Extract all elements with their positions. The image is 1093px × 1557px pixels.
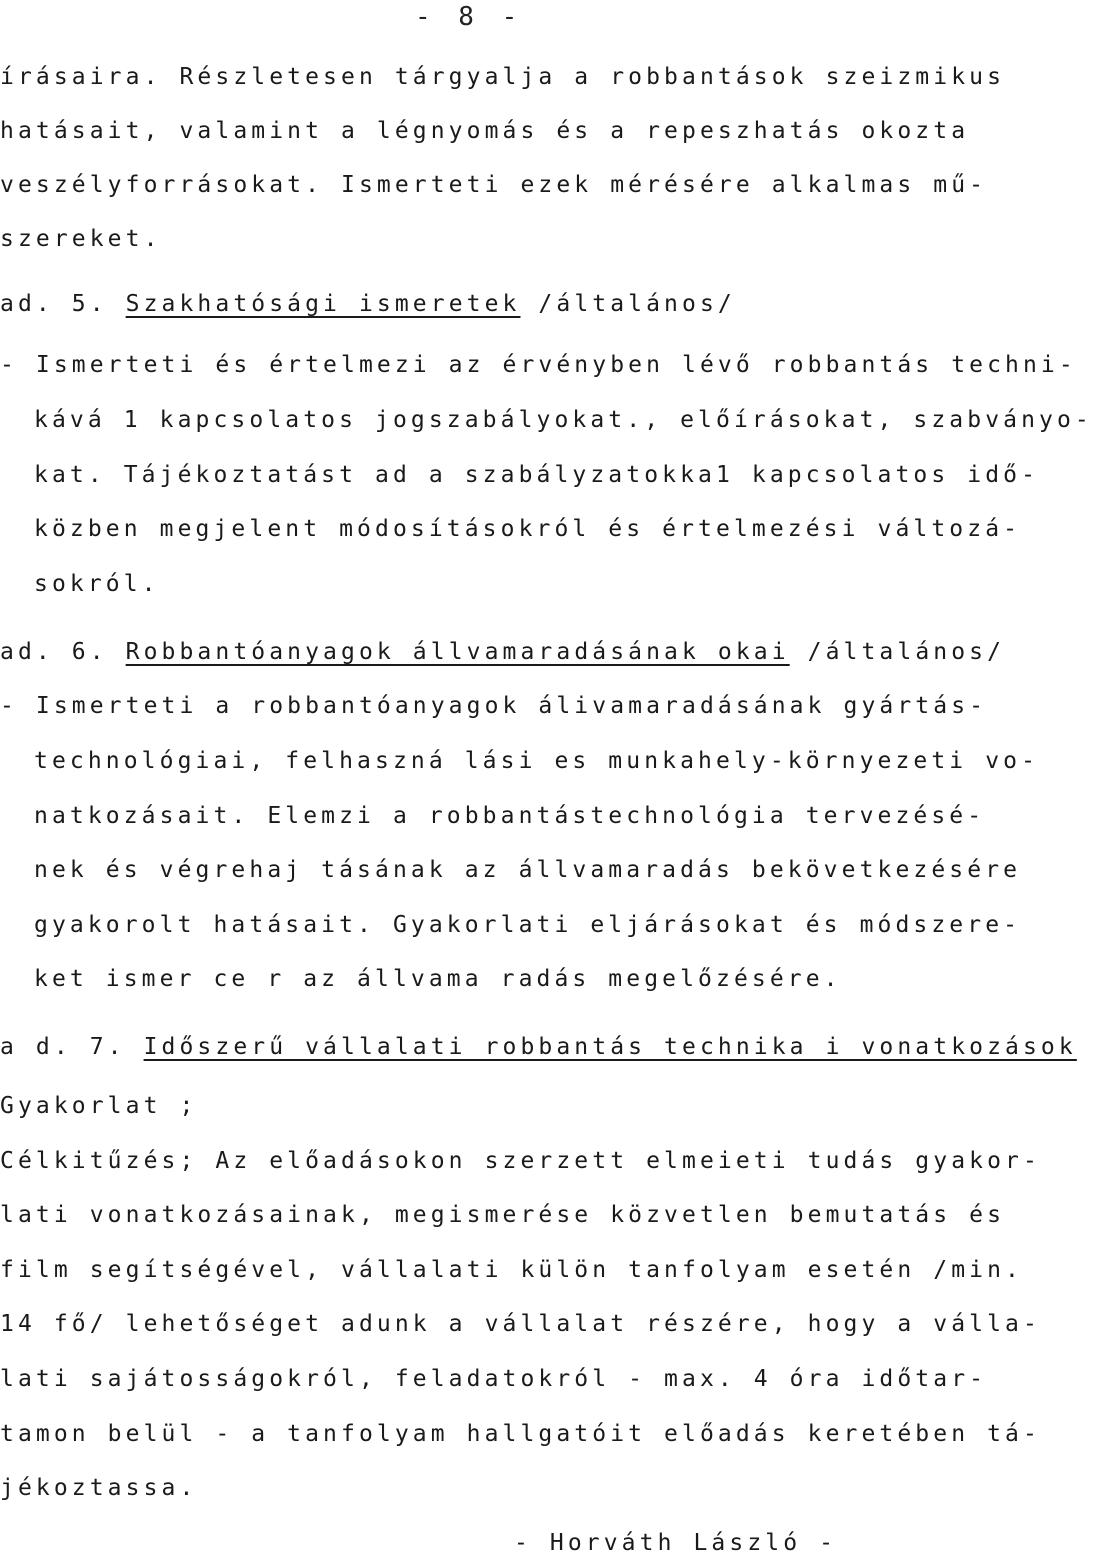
section-5-suffix: /általános/ bbox=[520, 291, 736, 317]
section-7-line: Gyakorlat ; bbox=[0, 1093, 198, 1119]
section-6-prefix: ad. 6. bbox=[0, 639, 126, 665]
paragraph-line: hatásait, valamint a légnyomás és a repeszhatás okozta bbox=[0, 118, 970, 144]
section-7-prefix: a d. 7. bbox=[0, 1034, 144, 1060]
section-6-line: technológiai, felhaszná lási es munkahely-környezeti vo- bbox=[34, 748, 1040, 774]
section-6-line: - Ismerteti a robbantóanyagok álivamaradásának gyártás- bbox=[0, 693, 988, 719]
section-5-heading bbox=[0, 290, 736, 318]
section-7-line: 14 fő/ lehetőséget adunk a vállalat részére, hogy a válla- bbox=[0, 1311, 1041, 1337]
signature: - Horváth László - bbox=[514, 1530, 838, 1556]
section-7-line: Célkitűzés; Az előadásokon szerzett elmeieti tudás gyakor- bbox=[0, 1148, 1041, 1174]
section-6-line: nek és végrehaj tásának az állvamaradás bekövetkezésére bbox=[34, 857, 1022, 883]
section-6-line: natkozásait. Elemzi a robbantástechnológia tervezésé- bbox=[34, 803, 986, 829]
page-number: - 8 - bbox=[415, 2, 524, 32]
section-6-title: Robbantóanyagok állvamaradásának okai bbox=[125, 639, 790, 665]
paragraph-line: írásaira. Részletesen tárgyalja a robbantások szeizmikus bbox=[0, 64, 1006, 90]
section-7-heading bbox=[0, 1033, 1077, 1061]
section-5-prefix: ad. 5. bbox=[0, 291, 126, 317]
section-5-line: kává 1 kapcsolatos jogszabályokat., előírásokat, szabványo- bbox=[34, 407, 1093, 433]
section-6-line: gyakorolt hatásait. Gyakorlati eljárásokat és módszere- bbox=[34, 912, 1022, 938]
section-5-line: kat. Tájékoztatást ad a szabályzatokka1 kapcsolatos idő- bbox=[34, 462, 1040, 488]
paragraph-line: szereket. bbox=[0, 226, 162, 252]
section-6-suffix: /általános/ bbox=[789, 639, 1006, 665]
section-7-line: jékoztassa. bbox=[0, 1475, 198, 1501]
section-5-line: közben megjelent módosításokról és értelmezési változá- bbox=[34, 516, 1022, 542]
section-7-line: lati vonatkozásainak, megismerése közvetlen bemutatás és bbox=[0, 1202, 1006, 1228]
section-7-line: lati sajátosságokról, feladatokról - max. 4 óra időtar- bbox=[0, 1366, 988, 1392]
section-7-title: Időszerű vállalati robbantás technika i vonatkozások bbox=[143, 1034, 1077, 1060]
section-6-heading bbox=[0, 638, 1005, 666]
section-5-line: - Ismerteti és értelmezi az érvényben lévő robbantás techni- bbox=[0, 352, 1077, 378]
section-6-line: ket ismer ce r az állvama radás megelőzésére. bbox=[34, 966, 842, 992]
section-5-line: sokról. bbox=[34, 571, 160, 597]
section-7-line: tamon belül - a tanfolyam hallgatóit előadás keretében tá- bbox=[0, 1421, 1041, 1447]
paragraph-line: veszélyforrásokat. Ismerteti ezek mérésére alkalmas mű- bbox=[0, 172, 988, 198]
section-7-line: film segítségével, vállalati külön tanfolyam esetén /min. bbox=[0, 1257, 1023, 1283]
section-5-title: Szakhatósági ismeretek bbox=[125, 291, 521, 317]
